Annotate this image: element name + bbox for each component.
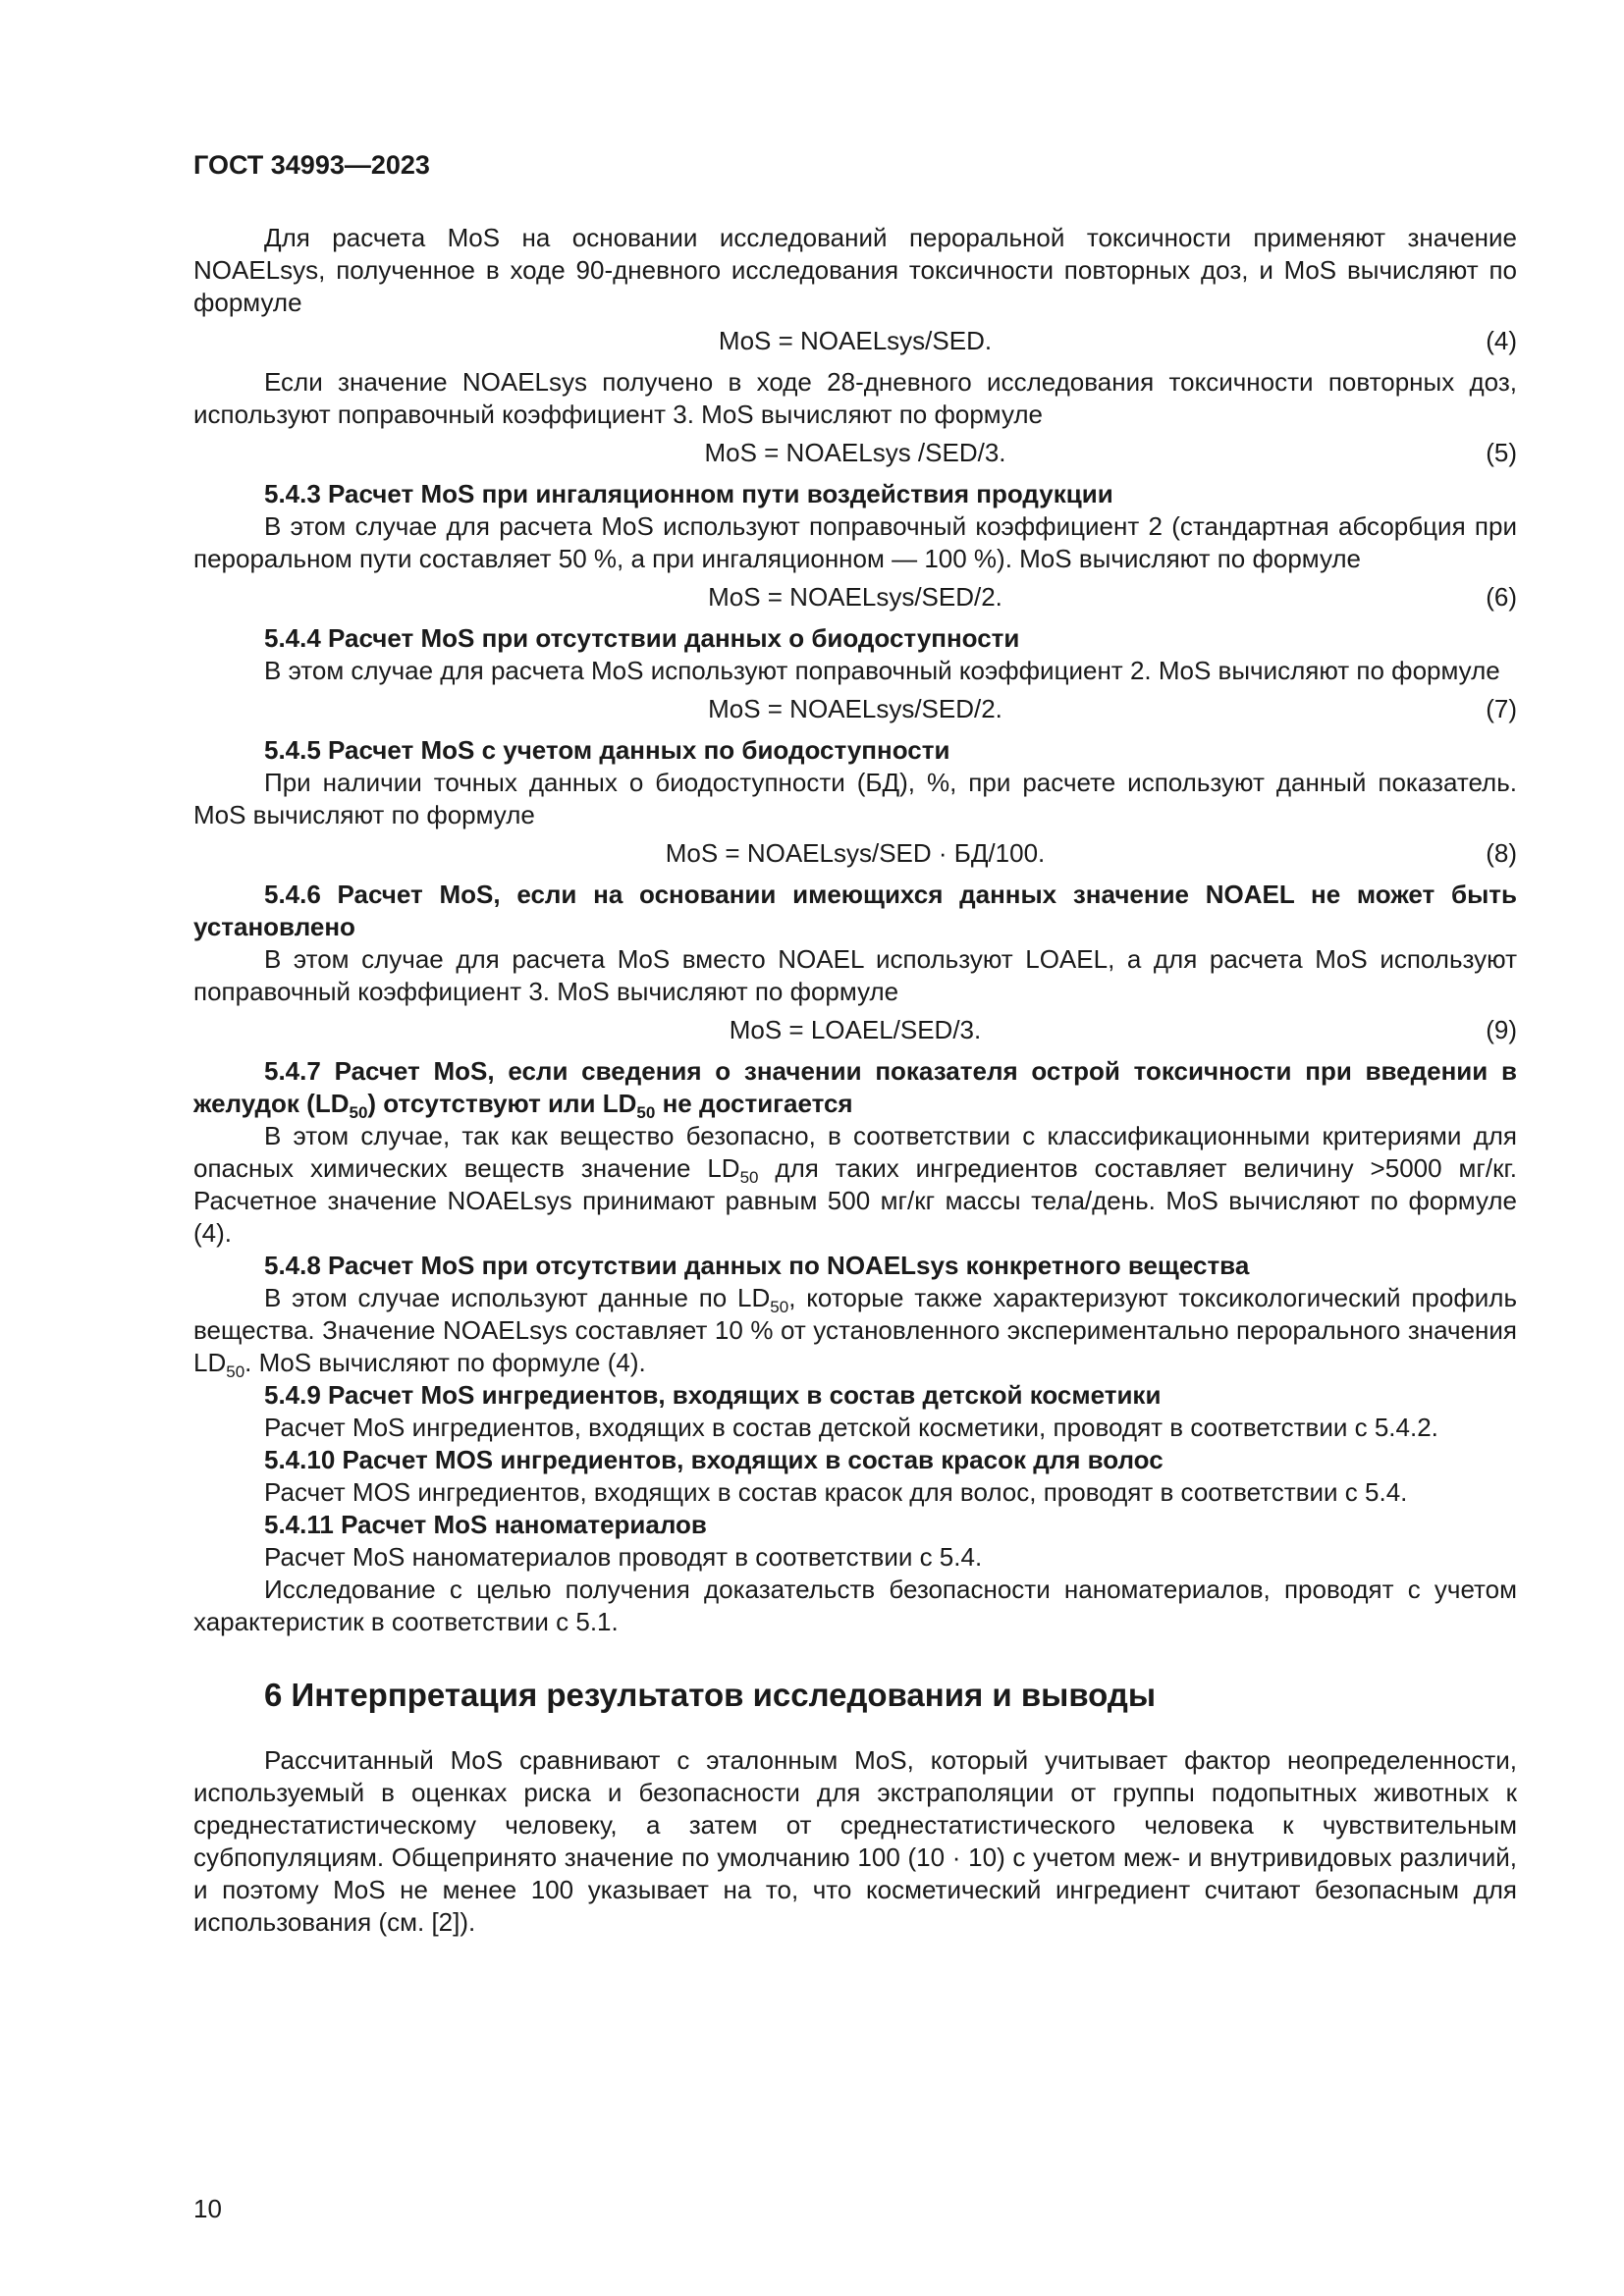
text-5-4-7-part-b: для таких ингредиентов составляет величину >5000 мг/кг. Расчетное значение NOAELsys принимают равным 500 мг/кг массы тела/день. MoS вычисляют по формуле (4). [193,1153,1517,1248]
formula-7-number: (7) [1486,694,1517,723]
subsection-text-5-4-10: Расчет MOS ингредиентов, входящих в состав красок для волос, проводят в соответствии с 5.4. [264,1477,1408,1507]
standard-code-header: ГОСТ 34993—2023 [193,150,430,180]
text-5-4-8-part-a: В этом случае используют данные по LD [264,1283,771,1312]
formula-9-number: (9) [1486,1015,1517,1044]
subsection-text-5-4-5: При наличии точных данных о биодоступности (БД), %, при расчете используют данный показатель. MoS вычисляют по формуле [193,768,1517,829]
text-5-4-8-subscript-1: 50 [770,1298,789,1316]
formula-5-number: (5) [1486,438,1517,467]
formula-6-number: (6) [1486,582,1517,612]
subsection-text-5-4-9: Расчет MoS ингредиентов, входящих в состав детской косметики, проводят в соответствии с 5.4.2. [264,1413,1438,1442]
document-body [193,222,1517,1939]
formula-6-expression: MoS = NOAELsys/SED/2. [708,582,1002,612]
page-number: 10 [193,2194,222,2223]
subsection-text-5-4-6: В этом случае для расчета MoS вместо NOAEL используют LOAEL, а для расчета MoS используют поправочный коэффициент 3. MoS вычисляют по формуле [193,944,1517,1006]
text-5-4-8-part-b: , которые также характеризуют токсикологический профиль вещества. Значение NOAELsys составляет 10 % от установленного экспериментально перорального значения LD [193,1283,1517,1377]
title-5-4-7-subscript-2: 50 [636,1103,656,1122]
subsection-text-5-4-11-a: Расчет MoS наноматериалов проводят в соответствии с 5.4. [264,1542,983,1572]
paragraph-oral-toxicity: Для расчета MoS на основании исследований пероральной токсичности применяют значение NOAELsys, полученное в ходе 90-дневного исследования токсичности повторных доз, и MoS вычисляют по формуле [193,223,1517,317]
subsection-text-5-4-7 [193,1120,1517,1250]
section-6-text: Рассчитанный MoS сравнивают с эталонным MoS, который учитывает фактор неопределенности, используемый в оценках риска и безопасности для экстраполяции от группы подопытных животных к среднестатистическому человеку, а затем от среднестатистического человека к чувствительным субпопуляциям. Общепринято значение по умолчанию 100 (10 · 10) с учетом меж- и внутривидовых различий, и поэтому MoS не менее 100 указывает на то, что косметический ингредиент считают безопасным для использования (см. [2]). [193,1745,1517,1937]
formula-5 [193,437,1517,469]
paragraph-28-day: Если значение NOAELsys получено в ходе 28-дневного исследования токсичности повторных доз, используют поправочный коэффициент 3. MoS вычисляют по формуле [193,367,1517,429]
subsection-title-5-4-8: 5.4.8 Расчет MoS при отсутствии данных по NOAELsys конкретного вещества [264,1251,1250,1280]
text-5-4-7-subscript: 50 [739,1168,759,1187]
subsection-title-5-4-6: 5.4.6 Расчет MoS, если на основании имеющихся данных значение NOAEL не может быть установлено [193,880,1517,941]
formula-8 [193,837,1517,870]
formula-8-expression: MoS = NOAELsys/SED · БД/100. [665,838,1046,868]
subsection-text-5-4-8 [193,1282,1517,1379]
subsection-title-5-4-9: 5.4.9 Расчет MoS ингредиентов, входящих в состав детской косметики [264,1380,1162,1410]
subsection-title-5-4-7 [193,1055,1517,1120]
text-5-4-7-part-a: В этом случае, так как вещество безопасно, в соответствии с классификационными критериями для опасных химических веществ значение LD [193,1121,1517,1183]
subsection-title-5-4-5: 5.4.5 Расчет MoS с учетом данных по биодоступности [264,735,950,765]
formula-9-expression: MoS = LOAEL/SED/3. [729,1015,982,1044]
title-5-4-7-part-c: не достигается [655,1089,853,1118]
formula-6 [193,581,1517,614]
subsection-title-5-4-4: 5.4.4 Расчет MoS при отсутствии данных о биодоступности [264,623,1020,653]
title-5-4-7-subscript-1: 50 [349,1103,368,1122]
title-5-4-7-part-b: ) отсутствуют или LD [367,1089,637,1118]
text-5-4-8-part-c: . MoS вычисляют по формуле (4). [244,1348,646,1377]
formula-4-expression: MoS = NOAELsys/SED. [718,326,993,355]
title-5-4-7-part-a: 5.4.7 Расчет MoS, если сведения о значении показателя острой токсичности при введении в желудок (LD [193,1056,1517,1118]
subsection-title-5-4-10: 5.4.10 Расчет MOS ингредиентов, входящих в состав красок для волос [264,1445,1164,1474]
formula-9 [193,1014,1517,1046]
subsection-text-5-4-11-b: Исследование с целью получения доказательств безопасности наноматериалов, проводят с учетом характеристик в соответствии с 5.1. [193,1575,1517,1636]
subsection-text-5-4-4: В этом случае для расчета MoS используют поправочный коэффициент 2. MoS вычисляют по формуле [264,656,1500,685]
formula-5-expression: MoS = NOAELsys /SED/3. [704,438,1006,467]
formula-4 [193,325,1517,357]
subsection-text-5-4-3: В этом случае для расчета MoS используют поправочный коэффициент 2 (стандартная абсорбция при пероральном пути составляет 50 %, а при ингаляционном — 100 %). MoS вычисляют по формуле [193,511,1517,573]
section-6-title: 6 Интерпретация результатов исследования и выводы [264,1677,1157,1713]
subsection-title-5-4-3: 5.4.3 Расчет MoS при ингаляционном пути воздействия продукции [264,479,1113,508]
formula-8-number: (8) [1486,838,1517,868]
text-5-4-8-subscript-2: 50 [226,1362,245,1381]
formula-7 [193,693,1517,725]
subsection-title-5-4-11: 5.4.11 Расчет MoS наноматериалов [264,1510,707,1539]
formula-4-number: (4) [1486,326,1517,355]
formula-7-expression: MoS = NOAELsys/SED/2. [708,694,1002,723]
